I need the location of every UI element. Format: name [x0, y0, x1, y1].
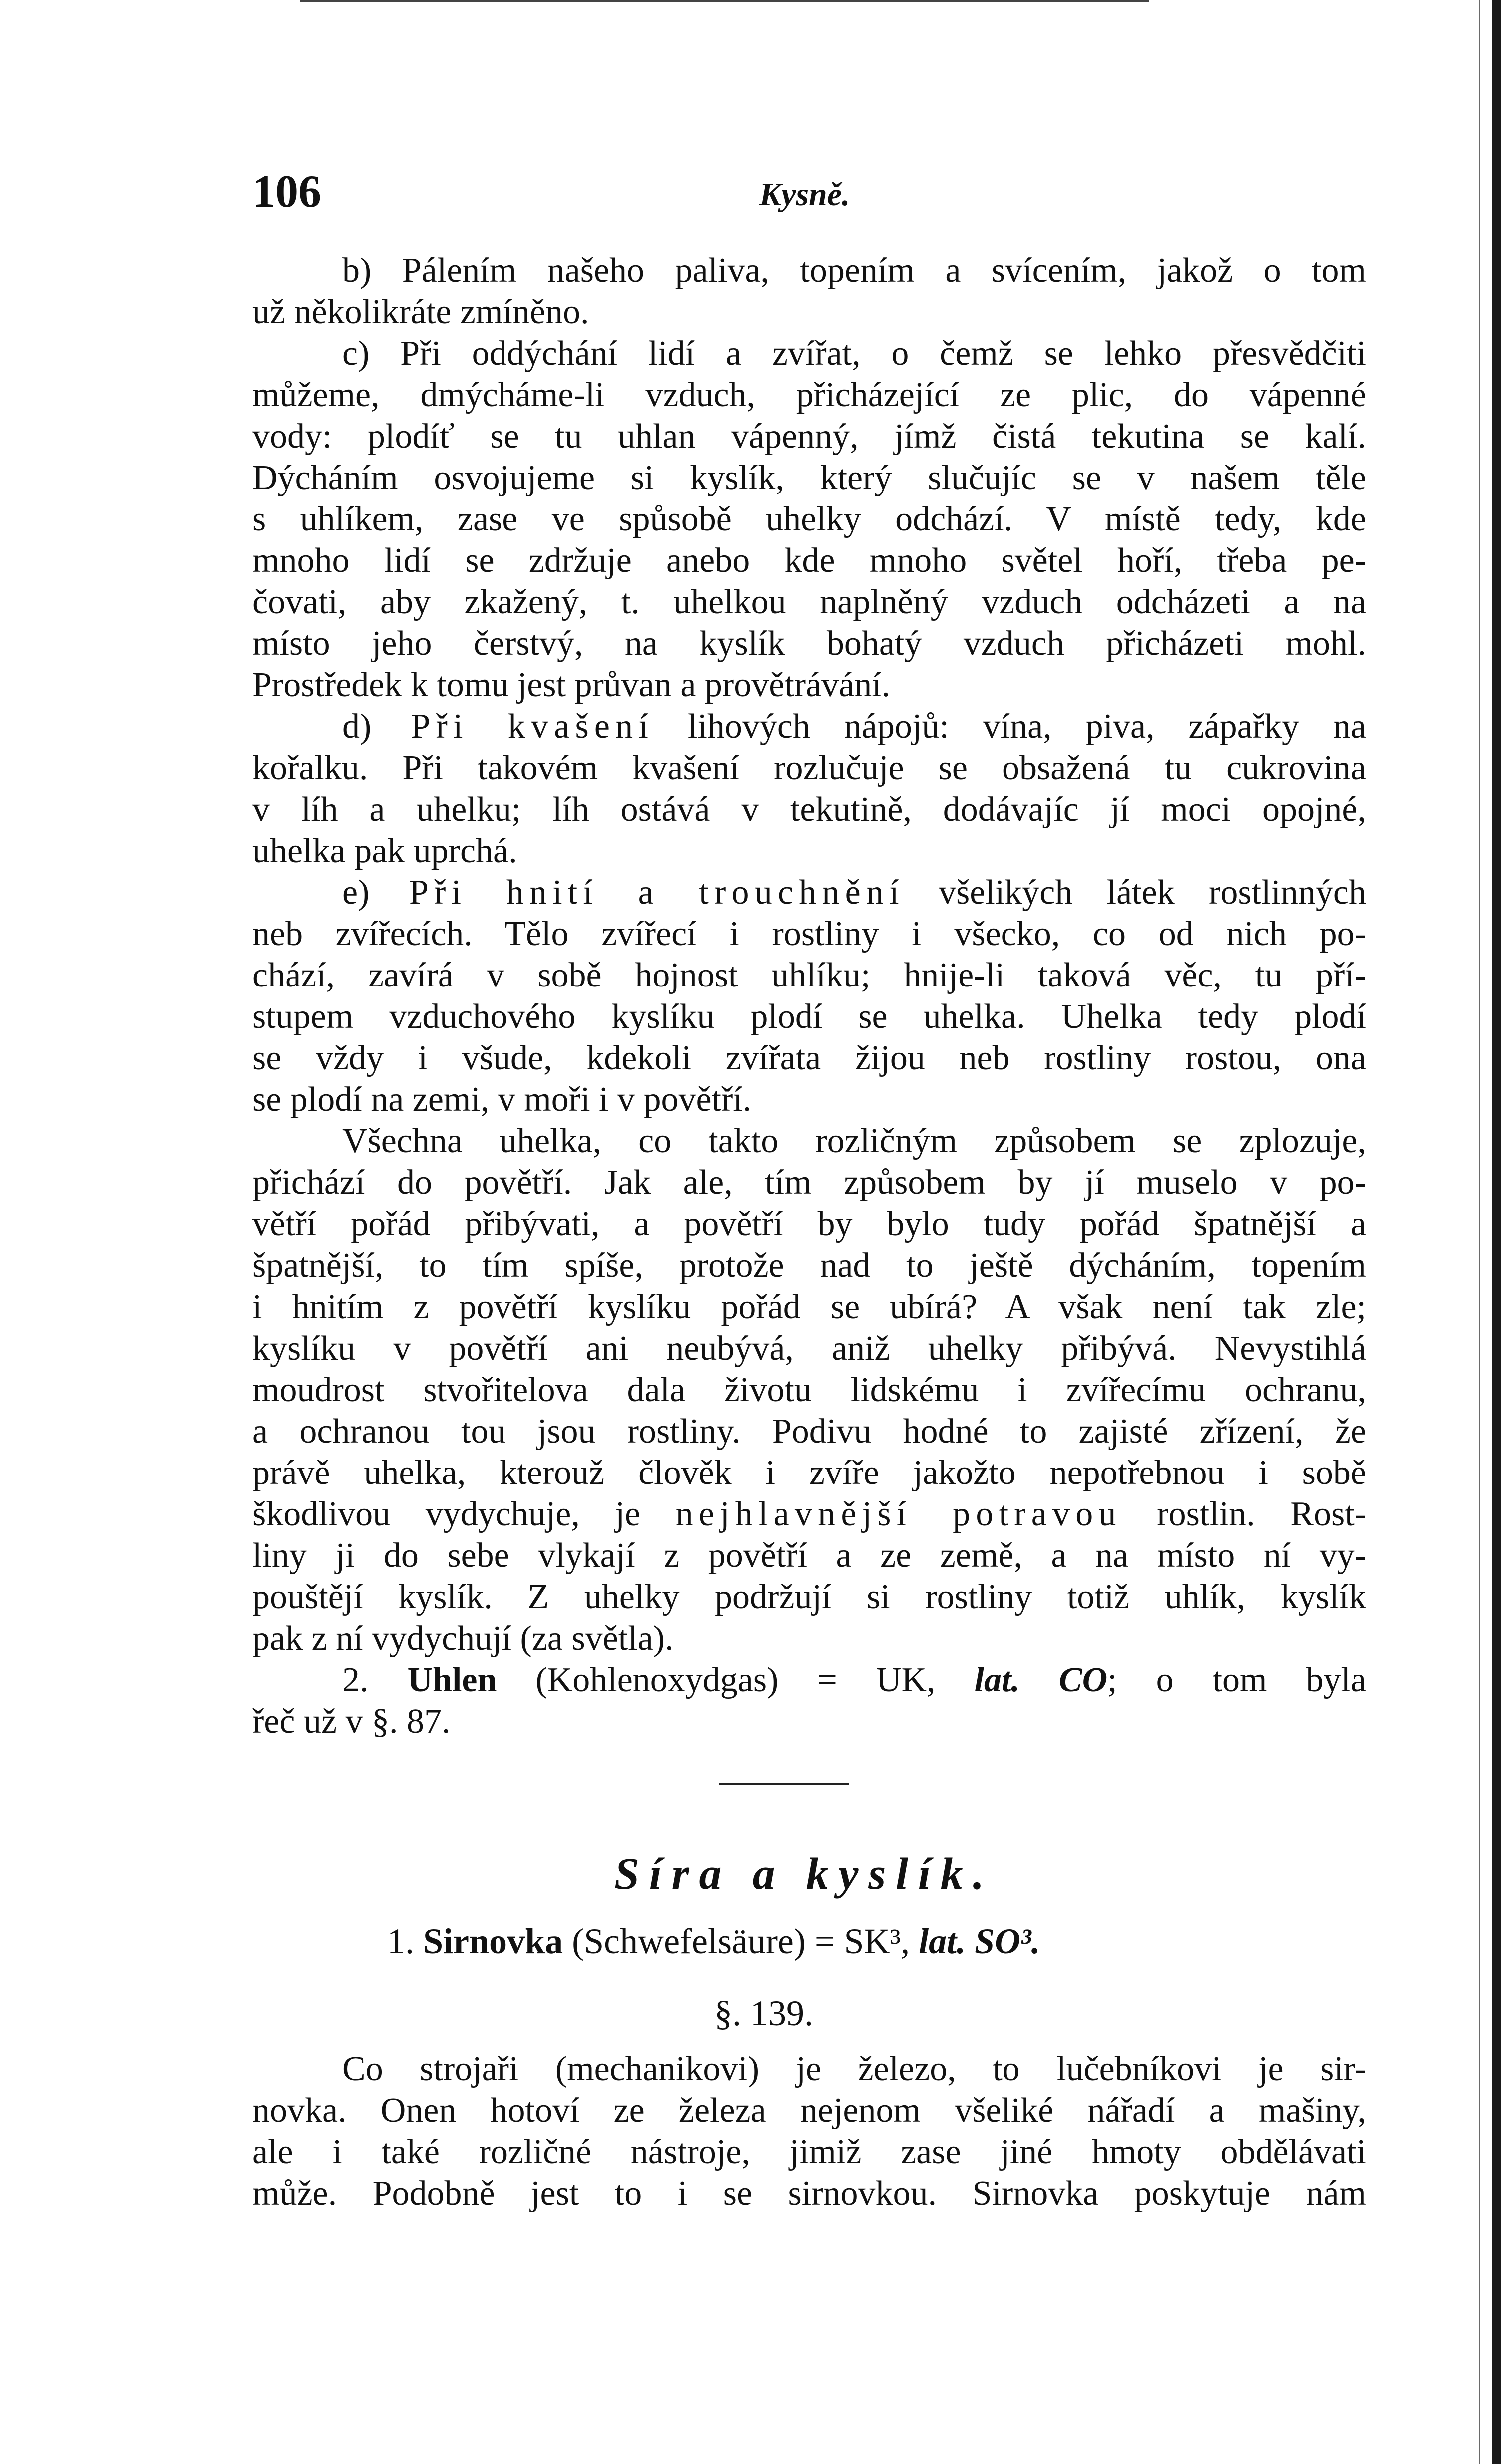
text-line: Všechna uhelka, co takto rozličným způsobem se zplozuje,	[342, 1122, 1366, 1160]
text-line: místo jeho čerstvý, na kyslík bohatý vzduch přicházeti mohl.	[252, 624, 1366, 663]
text-line: v líh a uhelku; líh ostává v tekutině, dodávajíc jí moci opojné,	[252, 790, 1366, 829]
italic-formula: lat. SO³.	[919, 1921, 1040, 1961]
text-line: vody: plodíť se tu uhlan vápenný, jímž čistá tekutina se kalí.	[252, 417, 1366, 456]
item-number: 2.	[342, 1661, 369, 1699]
text-run: (Schwefelsäure) = SK³,	[563, 1921, 919, 1961]
subsection-title	[387, 1921, 1040, 1962]
text-line: pak z ní vydychují (za světla).	[252, 1619, 674, 1658]
text-line: čovati, aby zkažený, t. uhelkou naplněný vzduch odcházeti a na	[252, 583, 1366, 621]
text-run: Pálením našeho paliva, topením a svícením, jakož o tom	[371, 251, 1366, 290]
text-line: stupem vzduchového kyslíku plodí se uhelka. Uhelka tedy plodí	[252, 997, 1366, 1036]
text-line: řeč už v §. 87.	[252, 1702, 451, 1741]
text-line: novka. Onen hotoví ze železa nejenom všeliké nářadí a mašiny,	[252, 2091, 1366, 2130]
text-run: škodlivou vydychuje, je	[252, 1495, 676, 1533]
spaced-term: Při kvašení	[371, 707, 654, 746]
text-line: Co strojaři (mechanikovi) je železo, to lučebníkovi je sir-	[342, 2050, 1366, 2088]
text-line: mnoho lidí se zdržuje anebo kde mnoho světel hoří, třeba pe-	[252, 541, 1366, 580]
text-line: neb zvířecích. Tělo zvířecí i rostliny i všecko, co od nich po-	[252, 915, 1366, 953]
bold-term: Uhlen	[407, 1661, 497, 1699]
text-run: (Kohlenoxydgas) = UK,	[497, 1661, 975, 1699]
text-line	[252, 250, 1366, 291]
text-line: s uhlíkem, zase ve spůsobě uhelky odchází. V místě tedy, kde	[252, 500, 1366, 538]
item-marker: c)	[342, 334, 370, 373]
section-divider	[719, 1783, 849, 1785]
page-edge-right	[1492, 0, 1501, 2464]
text-run: Při oddýchání lidí a zvířat, o čemž se lehko přesvědčiti	[369, 334, 1366, 373]
bold-term: Sirnovka	[423, 1921, 563, 1961]
text-line: právě uhelka, kterouž člověk i zvíře jakožto nepotřebnou i sobě	[252, 1454, 1366, 1492]
final-paragraph	[252, 2048, 1366, 2214]
spaced-term: nejhlavnější potravou	[675, 1495, 1122, 1533]
text-line: může. Podobně jest to i se sirnovkou. Sirnovka poskytuje nám	[252, 2174, 1366, 2213]
item-marker: d)	[342, 707, 372, 746]
paragraph-number: §. 139.	[714, 1993, 813, 2033]
text-line	[252, 872, 1366, 913]
text-line	[252, 1493, 1366, 1535]
item-number: 1.	[387, 1921, 414, 1961]
running-head: Kysně.	[759, 176, 850, 213]
item-marker: e)	[342, 873, 370, 912]
text-line: můžeme, dmýcháme-li vzduch, přicházející ze plic, do vápenné	[252, 376, 1366, 414]
page-header	[252, 165, 1386, 220]
text-line: kyslíku v povětří ani neubývá, aniž uhelky přibývá. Nevystihlá	[252, 1329, 1366, 1368]
text-line: uhelka pak uprchá.	[252, 832, 517, 870]
text-line	[252, 706, 1366, 747]
item-marker: b)	[342, 251, 372, 290]
text-line: a ochranou tou jsou rostliny. Podivu hodné to zajisté zřízení, že	[252, 1412, 1366, 1451]
text-line: liny ji do sebe vlykají z povětří a ze země, a na místo ní vy-	[252, 1536, 1366, 1575]
text-line	[252, 333, 1366, 374]
spaced-term: Při hnití a trouchnění	[369, 873, 905, 912]
text-line: kořalku. Při takovém kvašení rozlučuje se obsažená tu cukrovina	[252, 749, 1366, 787]
text-line: už několikráte zmíněno.	[252, 293, 589, 331]
text-line: Prostředek k tomu jest průvan a provětrávání.	[252, 666, 891, 704]
italic-formula: lat. CO	[974, 1661, 1108, 1699]
page-edge-top	[300, 0, 1149, 2]
text-line: pouštějí kyslík. Z uhelky podržují si rostliny totiž uhlík, kyslík	[252, 1578, 1366, 1616]
text-line	[252, 1659, 1366, 1701]
text-line: Dýcháním osvojujeme si kyslík, který slučujíc se v našem těle	[252, 459, 1366, 497]
page-number: 106	[252, 166, 321, 217]
text-line: přichází do povětří. Jak ale, tím způsobem by jí muselo v po-	[252, 1163, 1366, 1202]
text-run: rostlin. Rost-	[1121, 1495, 1366, 1533]
text-line: větří pořád přibývati, a povětří by bylo tudy pořád špatnější a	[252, 1205, 1366, 1243]
text-run: všelikých látek rostlinných	[904, 873, 1366, 912]
page-edge-right-thin	[1479, 0, 1480, 2464]
text-line: se vždy i všude, kdekoli zvířata žijou neb rostliny rostou, ona	[252, 1039, 1366, 1077]
body-text	[252, 250, 1366, 1742]
text-line: špatnější, to tím spíše, protože nad to ještě dýcháním, topením	[252, 1246, 1366, 1285]
section-heading: Síra a kyslík.	[614, 1849, 994, 1899]
text-line: i hnitím z povětří kyslíku pořád se ubírá? A však není tak zle;	[252, 1288, 1366, 1326]
text-line: moudrost stvořitelova dala životu lidskému i zvířecímu ochranu,	[252, 1371, 1366, 1409]
text-line: se plodí na zemi, v moři i v povětří.	[252, 1080, 752, 1119]
text-run: lihových nápojů: vína, piva, zápařky na	[654, 707, 1366, 746]
text-run: ; o tom byla	[1107, 1661, 1366, 1699]
text-line: chází, zavírá v sobě hojnost uhlíku; hnije-li taková věc, tu pří-	[252, 956, 1366, 994]
text-line: ale i také rozličné nástroje, jimiž zase jiné hmoty obdělávati	[252, 2133, 1366, 2171]
